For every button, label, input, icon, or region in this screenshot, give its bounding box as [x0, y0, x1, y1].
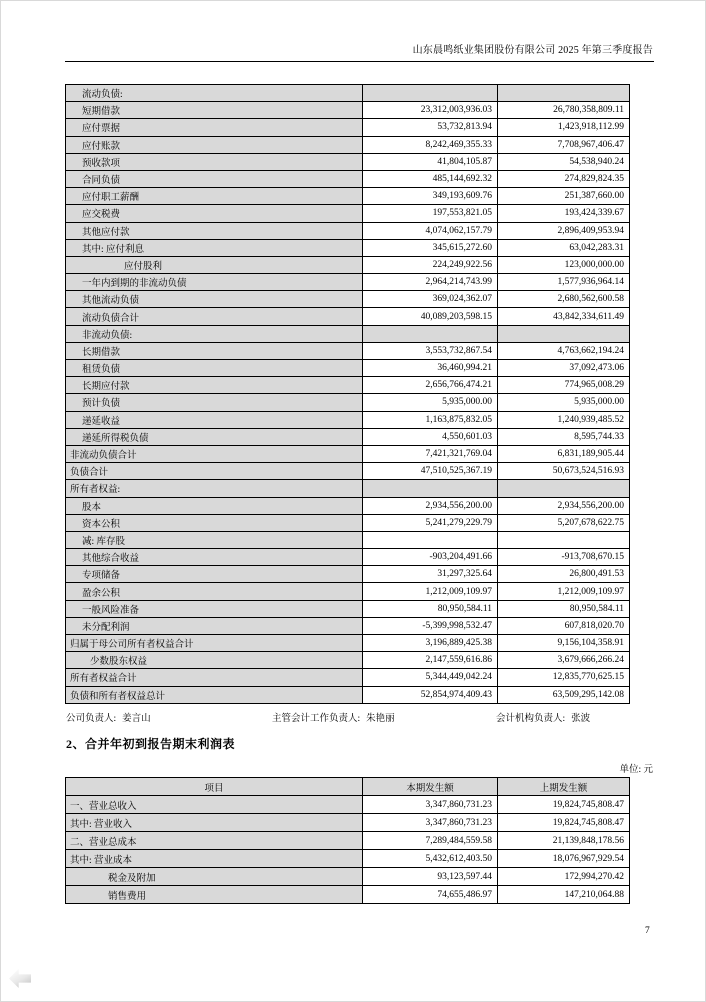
table-row	[66, 850, 630, 868]
table-row	[66, 85, 630, 102]
table-row	[66, 377, 630, 394]
row-label: 非流动负债合计	[66, 445, 363, 462]
row-value: 8,595,744.33	[498, 428, 630, 445]
row-value: 224,249,922.56	[363, 256, 498, 273]
row-value	[498, 480, 630, 497]
row-value: 1,212,009,109.97	[363, 583, 498, 600]
row-value: 197,553,821.05	[363, 205, 498, 222]
table-row	[66, 360, 630, 377]
row-value: 80,950,584.11	[363, 600, 498, 617]
table-row	[66, 411, 630, 428]
row-value: 52,854,974,409.43	[363, 686, 498, 703]
row-label: 长期借款	[66, 342, 363, 359]
row-value	[498, 325, 630, 342]
row-label: 所有者权益合计	[66, 669, 363, 686]
table-row	[66, 239, 630, 256]
row-value: 3,553,732,867.54	[363, 342, 498, 359]
table-row	[66, 136, 630, 153]
row-value: 8,242,469,355.33	[363, 136, 498, 153]
row-value	[363, 85, 498, 102]
row-value: 2,147,559,616.86	[363, 652, 498, 669]
row-value: 1,240,939,485.52	[498, 411, 630, 428]
row-label: 一般风险准备	[66, 600, 363, 617]
row-value: -903,204,491.66	[363, 549, 498, 566]
row-value: 7,708,967,406.47	[498, 136, 630, 153]
table-row	[66, 188, 630, 205]
row-label: 盈余公积	[66, 583, 363, 600]
row-label: 应付票据	[66, 119, 363, 136]
table-row	[66, 463, 630, 480]
row-value: 274,829,824.35	[498, 170, 630, 187]
row-value: 1,212,009,109.97	[498, 583, 630, 600]
company-head-signatory	[66, 710, 151, 724]
table-row	[66, 514, 630, 531]
row-value	[363, 480, 498, 497]
row-value: 7,421,321,769.04	[363, 445, 498, 462]
row-value: 4,074,062,157.79	[363, 222, 498, 239]
row-value: 5,241,279,229.79	[363, 514, 498, 531]
table-row	[66, 635, 630, 652]
table-row	[66, 796, 630, 814]
row-label: 所有者权益:	[66, 480, 363, 497]
table-row	[66, 342, 630, 359]
row-value: 349,193,609.76	[363, 188, 498, 205]
row-label: 其中: 营业成本	[66, 850, 363, 868]
row-label: 流动负债合计	[66, 308, 363, 325]
row-label: 一、营业总收入	[66, 796, 363, 814]
row-value: 193,424,339.67	[498, 205, 630, 222]
table-row	[66, 325, 630, 342]
table-row	[66, 119, 630, 136]
income-statement-table	[65, 777, 630, 904]
row-value: 31,297,325.64	[363, 566, 498, 583]
row-value: 2,896,409,953.94	[498, 222, 630, 239]
table-row	[66, 497, 630, 514]
row-value: 2,656,766,474.21	[363, 377, 498, 394]
report-header-title: 山东晨鸣纸业集团股份有限公司 2025 年第三季度报告	[412, 45, 653, 56]
row-label: 其中: 应付利息	[66, 239, 363, 256]
row-value: 4,763,662,194.24	[498, 342, 630, 359]
row-value: 5,432,612,403.50	[363, 850, 498, 868]
row-value: 607,818,020.70	[498, 617, 630, 634]
table-row	[66, 886, 630, 904]
row-label: 其他应付款	[66, 222, 363, 239]
chief-accountant-signatory	[272, 710, 395, 724]
row-value	[363, 531, 498, 548]
row-value: 2,680,562,600.58	[498, 291, 630, 308]
signatory-label: 公司负责人:	[66, 714, 117, 724]
row-label: 短期借款	[66, 102, 363, 119]
row-value: 2,934,556,200.00	[498, 497, 630, 514]
row-value: 18,076,967,929.54	[498, 850, 630, 868]
back-arrow-icon[interactable]	[9, 969, 31, 988]
row-value: 19,824,745,808.47	[498, 814, 630, 832]
table-header-row	[66, 778, 630, 796]
row-value: 774,965,008.29	[498, 377, 630, 394]
row-label: 流动负债:	[66, 85, 363, 102]
row-value: 1,163,875,832.05	[363, 411, 498, 428]
column-header: 上期发生额	[498, 778, 630, 796]
header-rule	[65, 61, 654, 62]
row-value: 21,139,848,178.56	[498, 832, 630, 850]
table-row	[66, 549, 630, 566]
table-row	[66, 832, 630, 850]
table-row	[66, 583, 630, 600]
row-value: 147,210,064.88	[498, 886, 630, 904]
table-row	[66, 170, 630, 187]
table-row	[66, 617, 630, 634]
table-row	[66, 274, 630, 291]
row-label: 租赁负债	[66, 360, 363, 377]
table-row	[66, 394, 630, 411]
row-value: 63,042,283.31	[498, 239, 630, 256]
row-value: 63,509,295,142.08	[498, 686, 630, 703]
row-label: 销售费用	[66, 886, 363, 904]
row-value: 74,655,486.97	[363, 886, 498, 904]
row-label: 合同负债	[66, 170, 363, 187]
signatory-label: 主管会计工作负责人:	[272, 714, 361, 724]
unit-label: 单位: 元	[619, 765, 653, 775]
row-label: 专项储备	[66, 566, 363, 583]
row-label: 应付职工薪酬	[66, 188, 363, 205]
row-value: 485,144,692.32	[363, 170, 498, 187]
table-row	[66, 291, 630, 308]
row-value: -5,399,998,532.47	[363, 617, 498, 634]
table-row	[66, 600, 630, 617]
row-label: 归属于母公司所有者权益合计	[66, 635, 363, 652]
row-label: 股本	[66, 497, 363, 514]
row-value: 53,732,813.94	[363, 119, 498, 136]
row-label: 资本公积	[66, 514, 363, 531]
table-row	[66, 814, 630, 832]
row-value: 12,835,770,625.15	[498, 669, 630, 686]
row-value: 9,156,104,358.91	[498, 635, 630, 652]
row-value: 41,804,105.87	[363, 153, 498, 170]
table-row	[66, 308, 630, 325]
row-value	[498, 85, 630, 102]
row-value: 369,024,362.07	[363, 291, 498, 308]
row-value: 23,312,003,936.03	[363, 102, 498, 119]
row-value: 3,196,889,425.38	[363, 635, 498, 652]
row-label: 负债和所有者权益总计	[66, 686, 363, 703]
row-label: 预计负债	[66, 394, 363, 411]
table-row	[66, 256, 630, 273]
row-value: 345,615,272.60	[363, 239, 498, 256]
row-value: 37,092,473.06	[498, 360, 630, 377]
page-number: 7	[645, 926, 650, 936]
table-row	[66, 205, 630, 222]
table-row	[66, 153, 630, 170]
row-value: 43,842,334,611.49	[498, 308, 630, 325]
row-label: 长期应付款	[66, 377, 363, 394]
table-row	[66, 566, 630, 583]
row-value: 1,577,936,964.14	[498, 274, 630, 291]
row-value: 80,950,584.11	[498, 600, 630, 617]
balance-sheet-table	[65, 84, 630, 704]
table-row	[66, 428, 630, 445]
row-value: 123,000,000.00	[498, 256, 630, 273]
table-row	[66, 222, 630, 239]
row-label: 应付账款	[66, 136, 363, 153]
row-label: 递延收益	[66, 411, 363, 428]
row-value: 40,089,203,598.15	[363, 308, 498, 325]
row-label: 一年内到期的非流动负债	[66, 274, 363, 291]
table-row	[66, 669, 630, 686]
table-row	[66, 686, 630, 703]
row-value: -913,708,670.15	[498, 549, 630, 566]
row-label: 其他综合收益	[66, 549, 363, 566]
row-value: 54,538,940.24	[498, 153, 630, 170]
row-value: 47,510,525,367.19	[363, 463, 498, 480]
row-value: 5,344,449,042.24	[363, 669, 498, 686]
row-value: 172,994,270.42	[498, 868, 630, 886]
column-header: 本期发生额	[363, 778, 498, 796]
column-header: 项目	[66, 778, 363, 796]
row-value: 5,207,678,622.75	[498, 514, 630, 531]
signatory-name: 姜言山	[122, 714, 151, 724]
row-label: 非流动负债:	[66, 325, 363, 342]
row-value	[363, 325, 498, 342]
row-label: 负债合计	[66, 463, 363, 480]
row-value: 3,347,860,731.23	[363, 814, 498, 832]
row-label: 其他流动负债	[66, 291, 363, 308]
table-row	[66, 102, 630, 119]
row-label: 应付股利	[66, 256, 363, 273]
row-label: 预收款项	[66, 153, 363, 170]
row-value: 7,289,484,559.58	[363, 832, 498, 850]
row-value: 1,423,918,112.99	[498, 119, 630, 136]
signatories	[0, 710, 706, 724]
row-value: 5,935,000.00	[498, 394, 630, 411]
signatory-name: 张波	[571, 714, 591, 724]
signatory-name: 朱艳丽	[366, 714, 395, 724]
row-value: 4,550,601.03	[363, 428, 498, 445]
table-row	[66, 868, 630, 886]
row-value	[498, 531, 630, 548]
table-row	[66, 652, 630, 669]
accounting-dept-head-signatory	[496, 710, 590, 724]
table-row	[66, 531, 630, 548]
row-value: 26,800,491.53	[498, 566, 630, 583]
signatory-label: 会计机构负责人:	[496, 714, 566, 724]
row-label: 少数股东权益	[66, 652, 363, 669]
row-value: 251,387,660.00	[498, 188, 630, 205]
row-value: 26,780,358,809.11	[498, 102, 630, 119]
row-value: 36,460,994.21	[363, 360, 498, 377]
table-row	[66, 480, 630, 497]
row-value: 3,347,860,731.23	[363, 796, 498, 814]
row-value: 93,123,597.44	[363, 868, 498, 886]
income-statement-heading: 2、合并年初到报告期末利润表	[66, 737, 236, 751]
row-value: 3,679,666,266.24	[498, 652, 630, 669]
row-value: 2,964,214,743.99	[363, 274, 498, 291]
row-label: 递延所得税负债	[66, 428, 363, 445]
row-value: 5,935,000.00	[363, 394, 498, 411]
row-value: 2,934,556,200.00	[363, 497, 498, 514]
row-label: 减: 库存股	[66, 531, 363, 548]
row-value: 19,824,745,808.47	[498, 796, 630, 814]
row-label: 未分配利润	[66, 617, 363, 634]
row-label: 二、营业总成本	[66, 832, 363, 850]
row-label: 其中: 营业收入	[66, 814, 363, 832]
row-label: 税金及附加	[66, 868, 363, 886]
row-value: 50,673,524,516.93	[498, 463, 630, 480]
table-row	[66, 445, 630, 462]
row-label: 应交税费	[66, 205, 363, 222]
row-value: 6,831,189,905.44	[498, 445, 630, 462]
